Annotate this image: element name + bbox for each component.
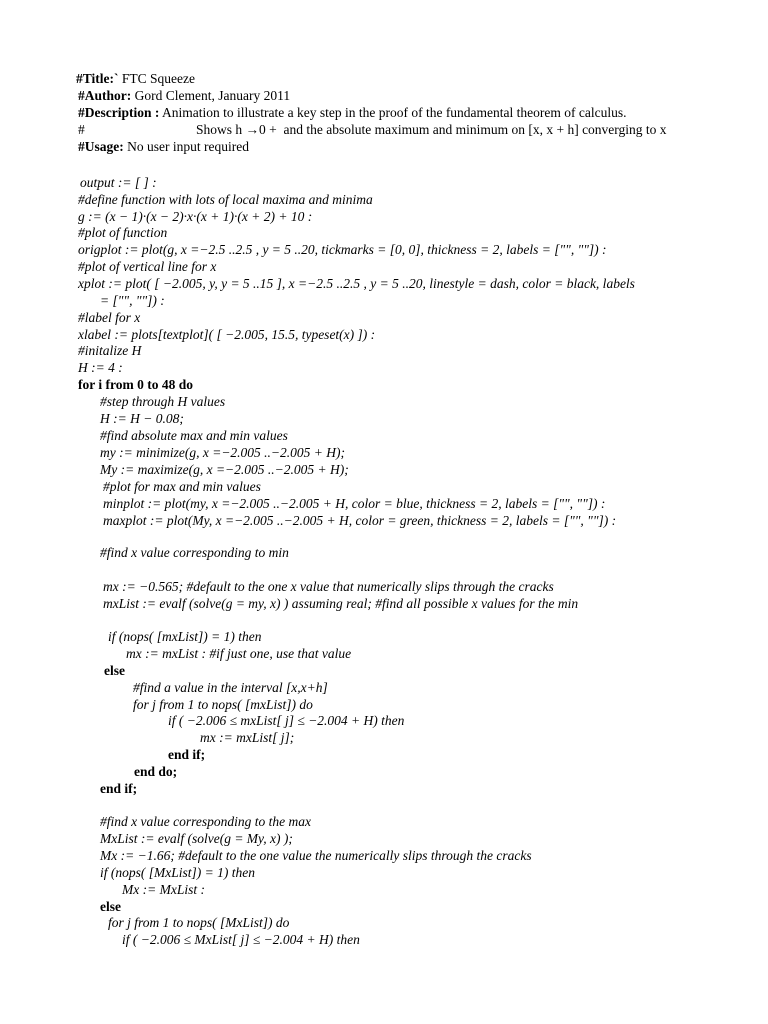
description-line: [78, 104, 627, 121]
code-line: if (nops( [mxList]) = 1) then: [108, 629, 262, 644]
code-line: output := [ ] :: [80, 175, 157, 190]
author-line: [78, 87, 290, 104]
code-line: else: [104, 663, 125, 678]
title-key: #Title:`: [76, 71, 119, 86]
code-line: end do;: [134, 764, 178, 779]
title-value: FTC Squeeze: [118, 71, 195, 86]
code-line: #find x value corresponding to min: [100, 545, 289, 560]
code-line: #step through H values: [100, 394, 226, 409]
code-line: #define function with lots of local maxima and minima: [78, 192, 373, 207]
code-line: g := (x − 1)·(x − 2)·x·(x + 1)·(x + 2) + 10 :: [78, 209, 313, 224]
code-line: H := H − 0.08;: [100, 411, 184, 426]
code-line: mx := mxList[ j];: [200, 730, 295, 745]
code-line: origplot := plot(g, x =−2.5 ..2.5 , y = 5 ..20, tickmarks = [0, 0], thickness = 2, labels = ["", ""]) :: [78, 242, 607, 257]
code-line: My := maximize(g, x =−2.005 ..−2.005 + H);: [100, 462, 349, 477]
code-line: mxList := evalf (solve(g = my, x) ) assuming real; #find all possible x values for the min: [103, 596, 579, 611]
author-value: Gord Clement, January 2011: [131, 88, 291, 103]
code-line: Mx := MxList :: [122, 882, 205, 897]
code-line: end if;: [168, 747, 206, 762]
description-continuation: Shows h →0 + and the absolute maximum and minimum on [x, x + h] converging to x: [196, 122, 667, 137]
code-line: #plot of vertical line for x: [78, 259, 217, 274]
code-line: #label for x: [78, 310, 141, 325]
code-line: for i from 0 to 48 do: [78, 377, 193, 392]
code-line: if (nops( [MxList]) = 1) then: [100, 865, 255, 880]
code-line: maxplot := plot(My, x =−2.005 ..−2.005 + H, color = green, thickness = 2, labels = ["", ""]) :: [103, 513, 617, 528]
code-line: my := minimize(g, x =−2.005 ..−2.005 + H);: [100, 445, 346, 460]
code-line: if ( −2.006 ≤ mxList[ j] ≤ −2.004 + H) then: [168, 713, 405, 728]
code-line: xlabel := plots[textplot]( [ −2.005, 15.5, typeset(x) ]) :: [78, 327, 376, 342]
code-line: minplot := plot(my, x =−2.005 ..−2.005 + H, color = blue, thickness = 2, labels = ["", ""]) :: [103, 496, 606, 511]
author-key: #Author:: [78, 88, 132, 103]
code-line: #find absolute max and min values: [100, 428, 288, 443]
code-line: = ["", ""]) :: [100, 293, 165, 308]
code-line: end if;: [100, 781, 138, 796]
description-hash: #: [78, 122, 85, 137]
code-line: #initalize H: [78, 343, 142, 358]
code-line: #plot of function: [78, 225, 168, 240]
code-line: #plot for max and min values: [103, 479, 261, 494]
code-line: mx := −0.565; #default to the one x value that numerically slips through the cracks: [103, 579, 554, 594]
code-line: xplot := plot( [ −2.005, y, y = 5 ..15 ], x =−2.5 ..2.5 , y = 5 ..20, linestyle = dash, color = black, labels: [78, 276, 635, 291]
description-value: Animation to illustrate a key step in the proof of the fundamental theorem of calculus.: [159, 105, 627, 120]
code-line: #find a value in the interval [x,x+h]: [133, 680, 328, 695]
usage-line: [78, 138, 249, 155]
code-line: Mx := −1.66; #default to the one value the numerically slips through the cracks: [100, 848, 532, 863]
code-line: if ( −2.006 ≤ MxList[ j] ≤ −2.004 + H) then: [122, 932, 360, 947]
code-line: for j from 1 to nops( [MxList]) do: [108, 915, 290, 930]
code-line: else: [100, 899, 121, 914]
code-line: H := 4 :: [78, 360, 123, 375]
code-line: for j from 1 to nops( [mxList]) do: [133, 697, 313, 712]
title-line: [76, 70, 195, 87]
usage-key: #Usage:: [78, 139, 124, 154]
code-line: MxList := evalf (solve(g = My, x) );: [100, 831, 293, 846]
code-line: mx := mxList : #if just one, use that value: [126, 646, 352, 661]
description-key: #Description :: [78, 105, 160, 120]
usage-value: No user input required: [123, 139, 249, 154]
code-line: #find x value corresponding to the max: [100, 814, 311, 829]
